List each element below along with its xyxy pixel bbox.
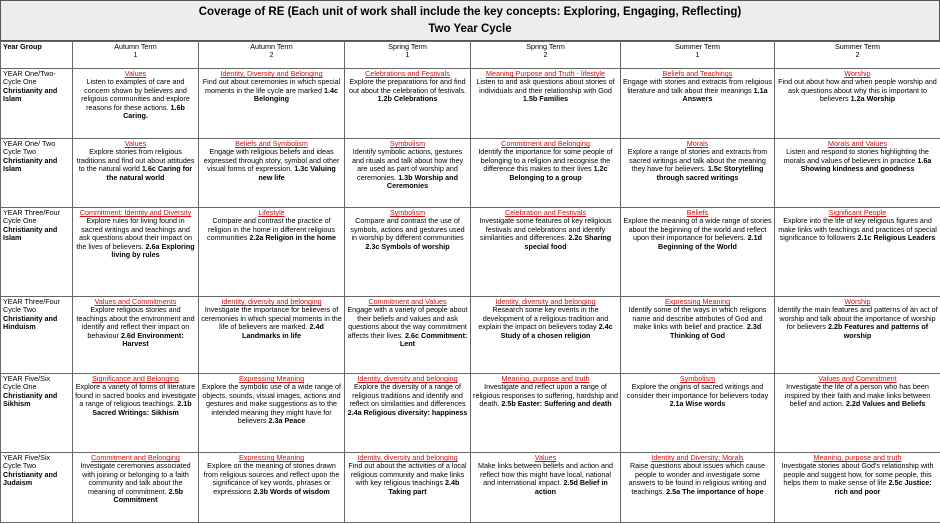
unit-body bbox=[623, 306, 772, 340]
cycle-label: Cycle One bbox=[3, 216, 37, 226]
unit-topic: Symbolism bbox=[389, 139, 426, 148]
unit-cell bbox=[775, 453, 940, 523]
unit-code: 2.5b Easter: Suffering and death bbox=[501, 399, 612, 409]
unit-body bbox=[777, 383, 938, 408]
unit-code: 1.5c Storytelling through sacred writings bbox=[656, 164, 764, 182]
term-header bbox=[73, 42, 199, 69]
subject-label: Christianity and Sikhism bbox=[3, 390, 58, 409]
unit-topic: Morals and Values bbox=[828, 139, 887, 148]
unit-topic: Identity, diversity and belonging bbox=[221, 297, 322, 306]
unit-description: Identify the main features and patterns of an act of worship and talk about the importance of worship for believers bbox=[777, 305, 938, 332]
unit-code: 2.1a Wise words bbox=[669, 399, 726, 409]
unit-cell bbox=[73, 208, 199, 297]
unit-code: 2.4d Landmarks in life bbox=[241, 322, 324, 340]
unit-cell bbox=[73, 139, 199, 208]
unit-code: 2.4b Taking part bbox=[388, 478, 460, 496]
unit-body bbox=[201, 78, 342, 103]
unit-code: 1.6b Caring. bbox=[123, 102, 185, 121]
year-group-cell bbox=[1, 297, 73, 374]
unit-body bbox=[347, 78, 468, 103]
unit-code: 2.2a Religion in the home bbox=[249, 233, 336, 243]
unit-cell bbox=[345, 297, 471, 374]
unit-description: Engage with a variety of people about their beliefs and values and ask questions about the way commitment affects their lives. bbox=[347, 305, 468, 340]
unit-cell bbox=[621, 453, 775, 523]
unit-code: 2.2b Features and patterns of worship bbox=[827, 322, 929, 340]
unit-description: Explore the symbolic use of a wide range of objects, sounds, visual images, actions and gestures and make suggestions as to the intended meaning they might have for believers bbox=[201, 382, 342, 426]
unit-code: 2.3c Symbols of worship bbox=[365, 241, 450, 251]
unit-cell bbox=[73, 453, 199, 523]
unit-topic: Expressing Meaning bbox=[238, 453, 305, 462]
term-number: 2 bbox=[543, 50, 548, 60]
term-name: Spring Term bbox=[526, 42, 565, 51]
term-name: Autumn Term bbox=[250, 42, 293, 51]
unit-cell bbox=[471, 297, 621, 374]
unit-body bbox=[347, 306, 468, 348]
unit-cell bbox=[345, 69, 471, 139]
cycle-label: Cycle Two bbox=[3, 147, 37, 157]
unit-body bbox=[473, 148, 618, 182]
unit-topic: Celebration and Festivals bbox=[504, 208, 587, 217]
unit-code: 2.3d Thinking of God bbox=[669, 322, 762, 340]
unit-cell bbox=[345, 453, 471, 523]
year-group-cell bbox=[1, 453, 73, 523]
unit-cell bbox=[199, 374, 345, 453]
unit-body bbox=[623, 78, 772, 103]
unit-description: Investigate stories about God's relationship with people and suggest how, for some people, this helps them to make sense of life bbox=[781, 461, 934, 488]
unit-code: 1.2c Belonging to a group bbox=[509, 164, 608, 182]
unit-topic: Values and Commitments bbox=[94, 297, 177, 306]
document-title: Coverage of RE (Each unit of work shall include the key concepts: Exploring, Engaging, Reflecting) bbox=[198, 6, 742, 18]
unit-body bbox=[75, 78, 196, 120]
unit-description: Explore the diversity of a range of religious traditions and identify and reflect on similarities and differences bbox=[349, 382, 466, 409]
unit-code: 2.4a Religious diversity: happiness bbox=[347, 407, 468, 417]
document-subtitle: Two Year Cycle bbox=[428, 23, 512, 35]
unit-code: 1.5b Families bbox=[522, 94, 569, 104]
unit-topic: Meaning Purpose and Truth - lifestyle bbox=[485, 69, 606, 78]
unit-cell bbox=[621, 374, 775, 453]
unit-description: Investigate and reflect upon a range of religious responses to suffering, hardship and death. bbox=[473, 382, 618, 409]
cycle-label: Cycle One bbox=[3, 77, 37, 87]
unit-description: Explore a variety of forms of literature found in sacred books and investigate a range of religious teachings. bbox=[75, 382, 196, 409]
table-row bbox=[1, 374, 940, 453]
term-header bbox=[621, 42, 775, 69]
unit-description: Listen and respond to stories highlighting the morals and values of believers in practice bbox=[783, 147, 929, 165]
unit-code: 2.5a The importance of hope bbox=[666, 486, 764, 496]
unit-cell bbox=[775, 374, 940, 453]
unit-cell bbox=[471, 139, 621, 208]
unit-body bbox=[473, 306, 618, 340]
unit-cell bbox=[621, 208, 775, 297]
unit-topic: Expressing Meaning bbox=[664, 297, 731, 306]
table-row bbox=[1, 69, 940, 139]
table-row bbox=[1, 139, 940, 208]
subject-label: Christianity and Islam bbox=[3, 155, 58, 174]
term-name: Spring Term bbox=[388, 42, 427, 51]
unit-description: Find out about ceremonies in which special moments in the life cycle are marked bbox=[202, 77, 341, 95]
unit-code: 1.2a Worship bbox=[850, 94, 896, 104]
unit-code: 1.3b Worship and Ceremonies bbox=[386, 172, 458, 191]
unit-topic: Beliefs bbox=[686, 208, 709, 217]
unit-body bbox=[777, 78, 938, 103]
unit-body bbox=[347, 148, 468, 190]
unit-description: Identify symbolic actions, gestures and rituals and talk about how they are used as part of worship and ceremonies. bbox=[351, 147, 464, 182]
unit-description: Explore the preparations for and find out about the celebration of festivals. bbox=[348, 77, 467, 95]
unit-body bbox=[201, 383, 342, 425]
year-label: YEAR Five/Six bbox=[3, 453, 51, 462]
cycle-label: Cycle Two bbox=[3, 461, 37, 471]
unit-topic: Identity, diversity and belonging bbox=[357, 453, 458, 462]
unit-topic: Commitment and Belonging bbox=[501, 139, 590, 148]
year-label: YEAR Three/Four bbox=[3, 297, 60, 306]
year-label: YEAR One/Two- bbox=[3, 69, 56, 78]
year-label: YEAR Three/Four bbox=[3, 208, 60, 217]
unit-description: Engage with stories and extracts from religious literature and talk about their meanings bbox=[623, 77, 773, 95]
subject-label: Christianity and Hinduism bbox=[3, 313, 58, 332]
table-row bbox=[1, 208, 940, 297]
unit-cell bbox=[345, 208, 471, 297]
term-header bbox=[199, 42, 345, 69]
unit-code: 2.6a Exploring living by rules bbox=[111, 241, 195, 260]
unit-code: 2.5c Justice: rich and poor bbox=[834, 478, 932, 496]
unit-code: 2.6c Commitment: Lent bbox=[399, 330, 468, 349]
unit-cell bbox=[621, 69, 775, 139]
unit-code: 1.3c Valuing new life bbox=[258, 164, 336, 182]
unit-topic: Commitment and Values bbox=[368, 297, 447, 306]
year-group-header: Year Group bbox=[1, 42, 73, 69]
unit-body bbox=[623, 217, 772, 251]
unit-cell bbox=[775, 69, 940, 139]
header-row bbox=[1, 42, 940, 69]
unit-description: Explore the meaning of a wide range of stories about the beginning of the world and reflect upon their importance for believers. bbox=[623, 216, 772, 243]
unit-body bbox=[777, 462, 938, 496]
unit-topic: Symbolism bbox=[679, 374, 716, 383]
unit-topic: Worship bbox=[844, 297, 871, 306]
term-header bbox=[345, 42, 471, 69]
unit-description: Investigate ceremonies associated with joining or belonging to a faith community and talk about the meaning of commitment. bbox=[80, 461, 191, 496]
unit-description: Explore rules for living found in sacred writings and teachings and ask questions about their impact on the lives of believers. bbox=[76, 216, 193, 251]
unit-code: 2.3a Peace bbox=[268, 416, 306, 426]
unit-topic: Beliefs and Teachings bbox=[662, 69, 733, 78]
unit-description: Engage with religious beliefs and ideas expressed through story, symbol and other visual forms of expression. bbox=[203, 147, 340, 174]
unit-description: Research some key events in the development of a religious tradition and explain the impact on believers today bbox=[478, 305, 609, 332]
term-name: Summer Term bbox=[835, 42, 880, 51]
unit-topic: Values bbox=[124, 139, 147, 148]
unit-topic: Values bbox=[124, 69, 147, 78]
unit-topic: Values bbox=[534, 453, 557, 462]
unit-topic: Identity and Diversity; Morals bbox=[651, 453, 744, 462]
unit-cell bbox=[621, 139, 775, 208]
unit-topic: Expressing Meaning bbox=[238, 374, 305, 383]
unit-code: 2.5b Commitment bbox=[113, 486, 184, 505]
unit-topic: Meaning, purpose and truth bbox=[501, 374, 590, 383]
unit-body bbox=[777, 148, 938, 173]
unit-body bbox=[75, 217, 196, 259]
unit-description: Listen to examples of care and concern shown by believers and religious communities and explore reasons for these actions. bbox=[81, 77, 190, 112]
year-group-cell bbox=[1, 139, 73, 208]
unit-description: Compare and contrast the practice of religion in the home in different religious communities bbox=[206, 216, 335, 243]
unit-code: 1.6c Caring for the natural world bbox=[106, 164, 193, 182]
unit-cell bbox=[345, 374, 471, 453]
year-label: YEAR One/ Two bbox=[3, 139, 56, 148]
unit-code: 2.6d Environment: Harvest bbox=[120, 330, 184, 349]
unit-cell bbox=[199, 297, 345, 374]
unit-code: 2.4c Study of a chosen religion bbox=[500, 322, 613, 340]
unit-description: Explore the origins of sacred writings and consider their importance for believers today bbox=[626, 382, 769, 400]
term-name: Summer Term bbox=[675, 42, 720, 51]
term-name: Autumn Term bbox=[114, 42, 157, 51]
unit-topic: Significance and Belonging bbox=[92, 374, 179, 383]
unit-topic: Beliefs and Symbolism bbox=[235, 139, 308, 148]
unit-description: Identify the importance for some people of belonging to a religion and recognise the difference this makes to their lives bbox=[478, 147, 613, 174]
unit-topic: Identity, diversity and belonging bbox=[357, 374, 458, 383]
unit-body bbox=[777, 217, 938, 242]
unit-cell bbox=[471, 453, 621, 523]
unit-body bbox=[75, 306, 196, 348]
unit-body bbox=[201, 217, 342, 242]
year-group-cell bbox=[1, 374, 73, 453]
unit-topic: Lifestyle bbox=[258, 208, 285, 217]
unit-body bbox=[473, 462, 618, 496]
table-row bbox=[1, 297, 940, 374]
subject-label: Christianity and Islam bbox=[3, 224, 58, 243]
unit-body bbox=[75, 148, 196, 182]
unit-body bbox=[623, 462, 772, 496]
unit-cell bbox=[775, 139, 940, 208]
unit-topic: Commitment and Belonging bbox=[91, 453, 180, 462]
unit-topic: Symbolism bbox=[389, 208, 426, 217]
unit-description: Find out about the activities of a local religious community and make links with key religious teachings bbox=[348, 461, 467, 488]
unit-body bbox=[473, 217, 618, 251]
unit-cell bbox=[471, 69, 621, 139]
unit-code: 1.2b Celebrations bbox=[377, 94, 438, 104]
unit-body bbox=[75, 383, 196, 417]
unit-topic: Meaning, purpose and truth bbox=[813, 453, 902, 462]
unit-cell bbox=[199, 453, 345, 523]
unit-cell bbox=[345, 139, 471, 208]
unit-code: 1.4c Belonging bbox=[253, 85, 339, 104]
term-number: 1 bbox=[133, 50, 138, 60]
cycle-label: Cycle Two bbox=[3, 305, 37, 315]
unit-body bbox=[347, 217, 468, 251]
term-number: 2 bbox=[855, 50, 860, 60]
unit-description: Find out about how and when people worship and ask questions about why this is important to believers bbox=[778, 77, 937, 104]
unit-topic: Identity, diversity and belonging bbox=[495, 297, 596, 306]
unit-code: 1.1a Answers bbox=[682, 85, 768, 104]
unit-description: Explore a range of stories and extracts from sacred writings and talk about the meaning they have for believers. bbox=[627, 147, 768, 174]
term-header bbox=[775, 42, 940, 69]
unit-cell bbox=[73, 374, 199, 453]
unit-code: 2.5d Belief in action bbox=[534, 478, 608, 496]
unit-body bbox=[623, 383, 772, 408]
unit-topic: Identity, Diversity and Belonging bbox=[220, 69, 323, 78]
unit-body bbox=[75, 462, 196, 504]
unit-cell bbox=[199, 69, 345, 139]
unit-code: 2.1b Sacred Writings: Sikhism bbox=[92, 399, 192, 417]
term-number: 2 bbox=[269, 50, 274, 60]
year-group-cell bbox=[1, 69, 73, 139]
unit-description: Investigate some features of key religious festivals and celebrations and identify similarities and differences. bbox=[479, 216, 612, 243]
unit-body bbox=[347, 462, 468, 496]
unit-description: Investigate the life of a person who has been inspired by their faith and make links between belief and action. bbox=[784, 382, 931, 409]
unit-body bbox=[347, 383, 468, 417]
term-number: 1 bbox=[695, 50, 700, 60]
unit-description: Explore on the meaning of stories drawn from religious sources and reflect upon the significance of key words, phrases or expressions bbox=[203, 461, 340, 496]
unit-cell bbox=[775, 208, 940, 297]
unit-topic: Significant People bbox=[828, 208, 887, 217]
unit-body bbox=[623, 148, 772, 182]
unit-cell bbox=[73, 297, 199, 374]
unit-cell bbox=[199, 208, 345, 297]
unit-code: 2.1d Beginning of the World bbox=[658, 233, 763, 251]
year-group-cell bbox=[1, 208, 73, 297]
unit-description: Listen to and ask questions about stories of individuals and their relationship with God bbox=[476, 77, 615, 95]
unit-body bbox=[473, 78, 618, 103]
subject-label: Christianity and Islam bbox=[3, 85, 58, 104]
unit-topic: Celebrations and Festivals bbox=[365, 69, 450, 78]
unit-description: Raise questions about issues which cause people to wonder and investigate some answers to be found in religious writing and teachings. bbox=[628, 461, 767, 496]
title-banner bbox=[0, 0, 940, 41]
subject-label: Christianity and Judaism bbox=[3, 469, 58, 488]
unit-code: 2.3b Words of wisdom bbox=[253, 486, 330, 496]
term-number: 1 bbox=[405, 50, 410, 60]
unit-body bbox=[201, 306, 342, 340]
unit-cell bbox=[775, 297, 940, 374]
unit-description: Make links between beliefs and action and reflect how this might have local, national and international impact. bbox=[477, 461, 614, 488]
year-label: YEAR Five/Six bbox=[3, 374, 51, 383]
unit-body bbox=[201, 148, 342, 182]
unit-topic: Commitment: Identity and Diversity bbox=[79, 208, 192, 217]
table-row bbox=[1, 453, 940, 523]
unit-topic: Values and Commitment bbox=[818, 374, 897, 383]
unit-code: 1.6a Showing kindness and goodness bbox=[800, 155, 932, 174]
unit-description: Investigate the importance for believers of ceremonies in which special moments in the life of believers are marked. bbox=[201, 305, 342, 332]
unit-cell bbox=[471, 208, 621, 297]
unit-body bbox=[777, 306, 938, 340]
unit-description: Compare and contrast the use of symbols, actions and gestures used in worship by different communities bbox=[350, 216, 465, 243]
unit-cell bbox=[199, 139, 345, 208]
unit-code: 2.1c Religious Leaders bbox=[857, 233, 936, 243]
unit-cell bbox=[621, 297, 775, 374]
unit-code: 2.2d Values and Beliefs bbox=[845, 399, 926, 409]
unit-cell bbox=[73, 69, 199, 139]
unit-description: Identify some of the ways in which religions name and describe attributes of God and make links with belief and practice. bbox=[628, 305, 767, 332]
unit-description: Explore religious stories and teachings about the environment and identify and reflect their impact on behaviour bbox=[76, 305, 195, 340]
unit-topic: Worship bbox=[844, 69, 871, 78]
unit-cell bbox=[471, 374, 621, 453]
term-header bbox=[471, 42, 621, 69]
unit-description: Explore into the life of key religious figures and make links with teachings and practices of special significance to followers bbox=[778, 216, 937, 243]
unit-body bbox=[201, 462, 342, 496]
unit-body bbox=[473, 383, 618, 408]
unit-description: Explore stories from religious traditions and find out about attitudes to the natural world bbox=[76, 147, 195, 174]
cycle-label: Cycle One bbox=[3, 382, 37, 392]
unit-code: 2.2c Sharing special food bbox=[524, 233, 612, 251]
unit-topic: Morals bbox=[686, 139, 709, 148]
coverage-table bbox=[0, 41, 940, 523]
